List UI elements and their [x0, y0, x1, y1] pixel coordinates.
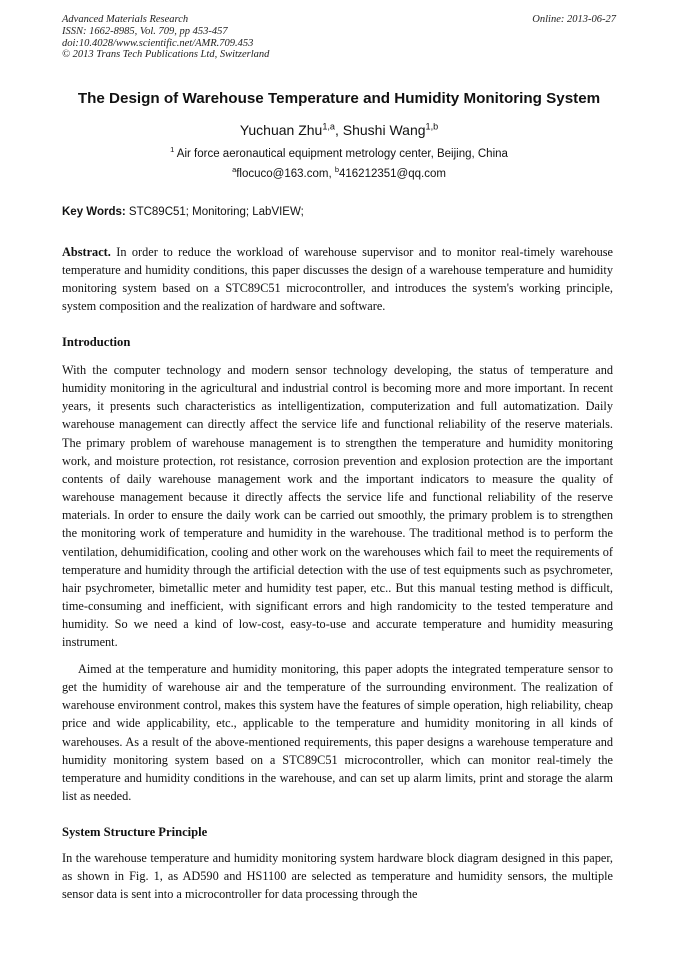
doi-line: doi:10.4028/www.scientific.net/AMR.709.453	[62, 37, 254, 49]
paper-title: The Design of Warehouse Temperature and Humidity Monitoring System	[77, 90, 601, 107]
journal-name: Advanced Materials Research	[62, 14, 189, 25]
affiliation-text: Air force aeronautical equipment metrology center, Beijing, China	[174, 148, 508, 160]
author-name: Yuchuan Zhu	[239, 122, 323, 138]
author-superscript: 1,a	[322, 121, 335, 132]
issn-line: ISSN: 1662-8985, Vol. 709, pp 453-457	[62, 25, 228, 37]
keywords	[62, 206, 304, 218]
author-separator: ,	[334, 122, 343, 138]
affiliation-superscript: 1	[170, 145, 175, 155]
abstract-label: Abstract.	[62, 245, 111, 259]
email-address: 416212351@qq.com	[338, 168, 446, 180]
author-name: Shushi Wang	[342, 122, 426, 138]
email-superscript: a	[232, 165, 237, 175]
body-paragraph: With the computer technology and modern sensor technology developing, the status of temperature and humidity monitoring in the agricultural and industrial control is becoming more and more important. In recent years, it presents such characteristics as intelligentization, computerization and full automatization. Daily warehouse management can directly affect the service life and functional reliability of the reserve materials. The primary problem of warehouse management is to strengthen the temperature and humidity monitoring work, and moisture protection, rot resistance, corrosion prevention and explosion protection are the important contents of daily warehouse management work and the important indicators to measure the quality of warehouse management because it directly affects the service life and functional reliability of the reserve materials. In order to ensure the daily work can be carried out smoothly, the primary problem is to strengthen the monitoring work of temperature and humidity in the warehouse. The traditional method is to perform the ventilation, dehumidification, cooling and other work on the warehouses which fail to meet the requirements of temperature and humidity through the artificial detection with the use of test equipments such as psychrometer, hair psychrometer, bimetallic meter and humidity test paper, etc.. But this manual testing method is difficult, time-consuming and inefficient, with significant errors and high randomicity to the tested temperature and humidity. So we need a kind of low-cost, easy-to-use and accurate temperature and humidity measuring instrument.	[62, 363, 613, 650]
email-line	[0, 165, 678, 180]
section-heading-system-structure: System Structure Principle	[62, 825, 208, 839]
online-date: Online: 2013-06-27	[532, 14, 616, 25]
keywords-label: Key Words:	[62, 206, 126, 218]
author-line	[0, 122, 678, 138]
abstract	[62, 243, 613, 316]
copyright-line: © 2013 Trans Tech Publications Ltd, Switzerland	[62, 49, 270, 61]
journal-header	[62, 14, 269, 61]
email-superscript: b	[334, 165, 339, 175]
affiliation	[0, 145, 678, 160]
author-superscript: 1,b	[425, 121, 439, 132]
keywords-text: STC89C51; Monitoring; LabVIEW;	[125, 206, 304, 218]
body-paragraph: In the warehouse temperature and humidity monitoring system hardware block diagram designed in this paper, as shown in Fig. 1, as AD590 and HS1100 are selected as temperature and humidity sensors, the multiple sensor data is sent into a microcontroller for data processing through the	[62, 851, 613, 902]
section-heading-introduction: Introduction	[62, 335, 131, 349]
abstract-text: In order to reduce the workload of warehouse supervisor and to monitor real-timely warehouse temperature and humidity conditions, this paper discusses the design of a warehouse temperature and humidity monitoring system based on a STC89C51 microcontroller, and introduces the system's working principle, system composition and the realization of hardware and software.	[62, 245, 613, 314]
body-paragraph: Aimed at the temperature and humidity monitoring, this paper adopts the integrated temperature sensor to get the humidity of warehouse air and the temperature of the surrounding environment. The realization of warehouse environment control, makes this system have the features of simple operation, high reliability, cheap price and wide applicability, etc., applicable to the temperature and humidity monitoring in all kinds of warehouses. As a result of the above-mentioned requirements, this paper designs a warehouse temperature and humidity monitoring system based on a STC89C51 microcontroller, which can monitor real-timely the temperature and humidity conditions in the warehouse, and can set up alarm limits, print and storage the alarm list as needed.	[62, 662, 613, 804]
email-address: flocuco@163.com,	[236, 168, 335, 180]
